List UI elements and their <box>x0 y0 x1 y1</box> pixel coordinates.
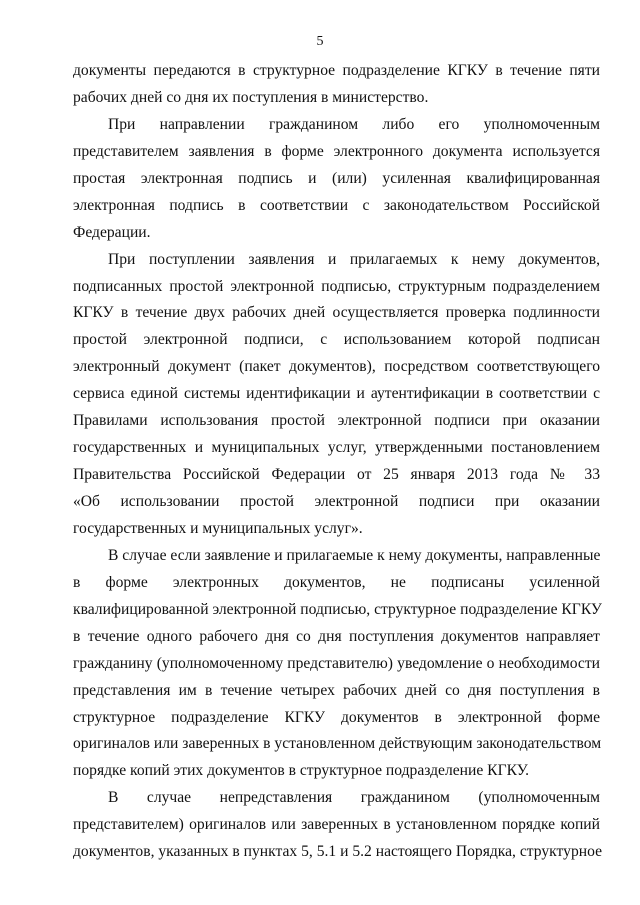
text-line: в течение одного рабочего дня со дня поступления документов направляет <box>73 627 600 645</box>
text-line: представителем заявления в форме электронного документа используется <box>73 142 600 160</box>
text-line: В случае если заявление и прилагаемые к нему документы, направленные <box>108 546 601 564</box>
text-line: в форме электронных документов, не подписаны усиленной <box>73 573 600 591</box>
text-line: При направлении гражданином либо его уполномоченным <box>108 115 600 133</box>
text-line: государственных и муниципальных услуг, утвержденными постановлением <box>73 439 600 457</box>
text-line: Правительства Российской Федерации от 25 января 2013 года № 33 <box>73 466 600 484</box>
text-line: порядке копий этих документов в структурное подразделение КГКУ. <box>73 762 530 780</box>
paragraph-electronic-signature <box>73 112 600 247</box>
text-line: документы передаются в структурное подразделение КГКУ в течение пяти <box>73 62 600 79</box>
text-line: Федерации. <box>73 223 151 241</box>
text-line: документов, указанных в пунктах 5, 5.1 и 5.2 настоящего Порядка, структурное <box>73 843 602 861</box>
page-number: 5 <box>316 34 324 49</box>
text-line: простая электронная подпись и (или) усиленная квалифицированная <box>73 169 600 187</box>
text-line: Правилами использования простой электронной подписи при оказании <box>73 412 600 430</box>
paragraph-unsigned-documents <box>73 543 600 785</box>
text-line: электронная подпись в соответствии с законодательством Российской <box>73 196 600 214</box>
text-line: представителем) оригиналов или заверенных в установленном порядке копий <box>73 816 600 834</box>
document-body <box>73 58 600 866</box>
text-line: В случае непредставления гражданином (уполномоченным <box>108 789 600 807</box>
text-line: «Об использовании простой электронной подписи при оказании <box>73 493 600 510</box>
text-line: структурное подразделение КГКУ документов в электронной форме <box>73 708 600 726</box>
paragraph-continuation <box>73 58 600 112</box>
text-line: электронный документ (пакет документов), посредством соответствующего <box>73 358 600 376</box>
paragraph-signature-verification <box>73 247 600 543</box>
text-line: сервиса единой системы идентификации и аутентификации в соответствии с <box>73 385 600 403</box>
text-line: квалифицированной электронной подписью, структурное подразделение КГКУ <box>73 600 602 618</box>
text-line: простой электронной подписи, с использованием которой подписан <box>73 331 600 349</box>
text-line: При поступлении заявления и прилагаемых к нему документов, <box>108 250 600 268</box>
text-line: представления им в течение четырех рабочих дней со дня поступления в <box>73 681 600 699</box>
text-line: оригиналов или заверенных в установленном действующим законодательством <box>73 735 602 753</box>
text-line: государственных и муниципальных услуг». <box>73 519 363 537</box>
text-line: рабочих дней со дня их поступления в министерство. <box>73 88 429 106</box>
text-line: подписанных простой электронной подписью, структурным подразделением <box>73 277 600 295</box>
text-line: КГКУ в течение двух рабочих дней осуществляется проверка подлинности <box>73 304 600 322</box>
paragraph-non-submission <box>73 785 600 866</box>
text-line: гражданину (уполномоченному представителю) уведомление о необходимости <box>73 654 600 672</box>
